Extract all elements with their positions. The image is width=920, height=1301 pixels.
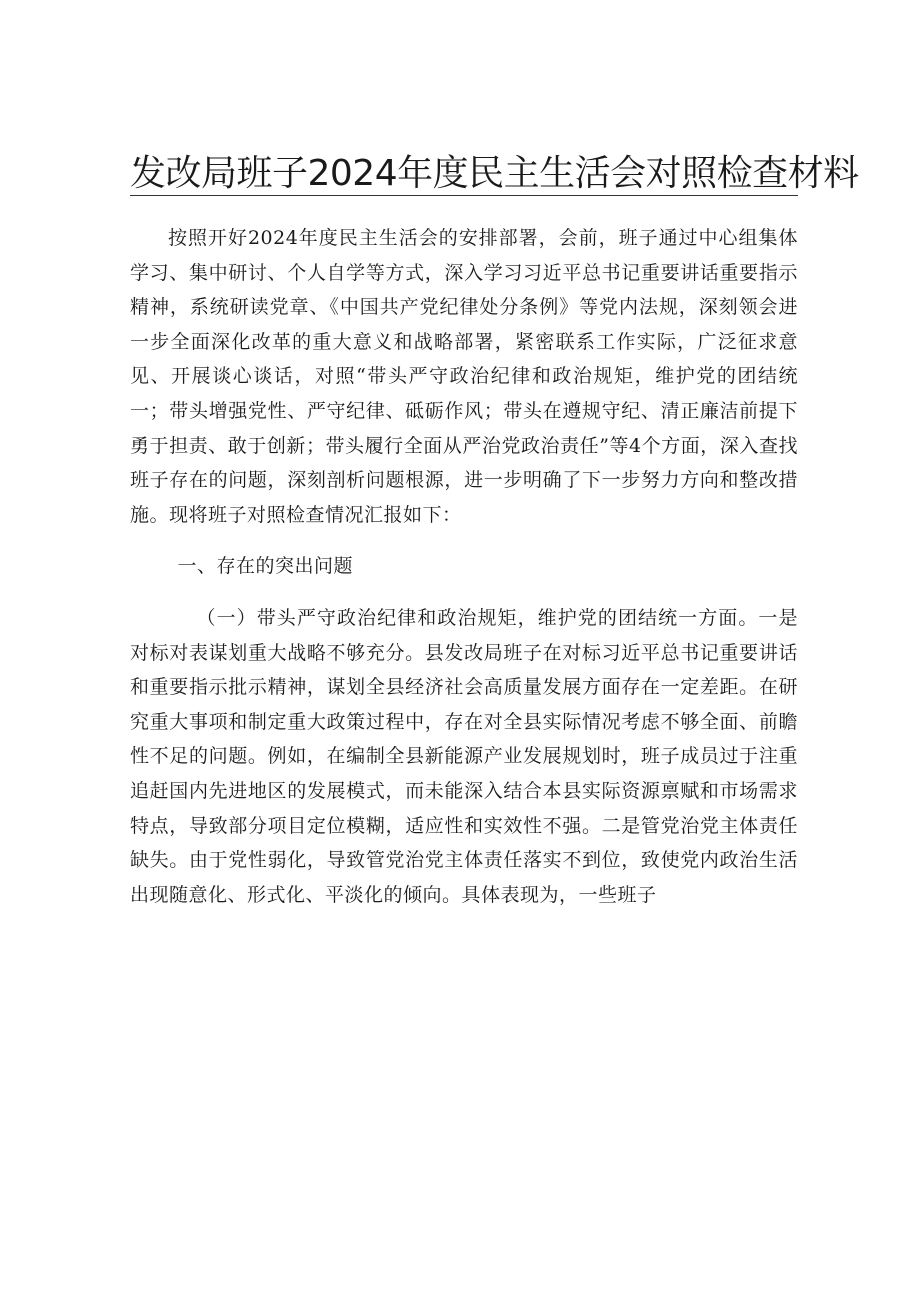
intro-paragraph: 按照开好2024年度民主生活会的安排部署，会前，班子通过中心组集体学习、集中研讨、个人自学等方式，深入学习习近平总书记重要讲话重要指示精神，系统研读党章、《中国共产党纪律处分条例》等党内法规，深刻领会进一步全面深化改革的重大意义和战略部署，紧密联系工作实际，广泛征求意见、开展谈心谈话，对照“带头严守政治纪律和政治规矩，维护党的团结统一；带头增强党性、严守纪律、砥砺作风；带头在遵规守纪、清正廉洁前提下勇于担责、敢于创新；带头履行全面从严治党政治责任”等4个方面，深入查找班子存在的问题，深刻剖析问题根源，进一步明确了下一步努力方向和整改措施。现将班子对照检查情况汇报如下： <box>130 227 798 526</box>
document-body <box>130 221 798 912</box>
document-title: 发改局班子2024年度民主生活会对照检查材料 <box>130 153 859 194</box>
title-underline <box>130 195 798 196</box>
subsection-paragraph: （一）带头严守政治纪律和政治规矩，维护党的团结统一方面。一是对标对表谋划重大战略不够充分。县发改局班子在对标习近平总书记重要讲话和重要指示批示精神，谋划全县经济社会高质量发展方面存在一定差距。在研究重大事项和制定重大政策过程中，存在对全县实际情况考虑不够全面、前瞻性不足的问题。例如，在编制全县新能源产业发展规划时，班子成员过于注重追赶国内先进地区的发展模式，而未能深入结合本县实际资源禀赋和市场需求特点，导致部分项目定位模糊，适应性和实效性不强。二是管党治党主体责任缺失。由于党性弱化，导致管党治党主体责任落实不到位，致使党内政治生活出现随意化、形式化、平淡化的倾向。具体表现为，一些班子 <box>130 606 798 906</box>
section-heading: 一、存在的突出问题 <box>177 555 354 578</box>
paragraph-spacer <box>130 532 798 549</box>
paragraph-spacer <box>130 584 798 601</box>
